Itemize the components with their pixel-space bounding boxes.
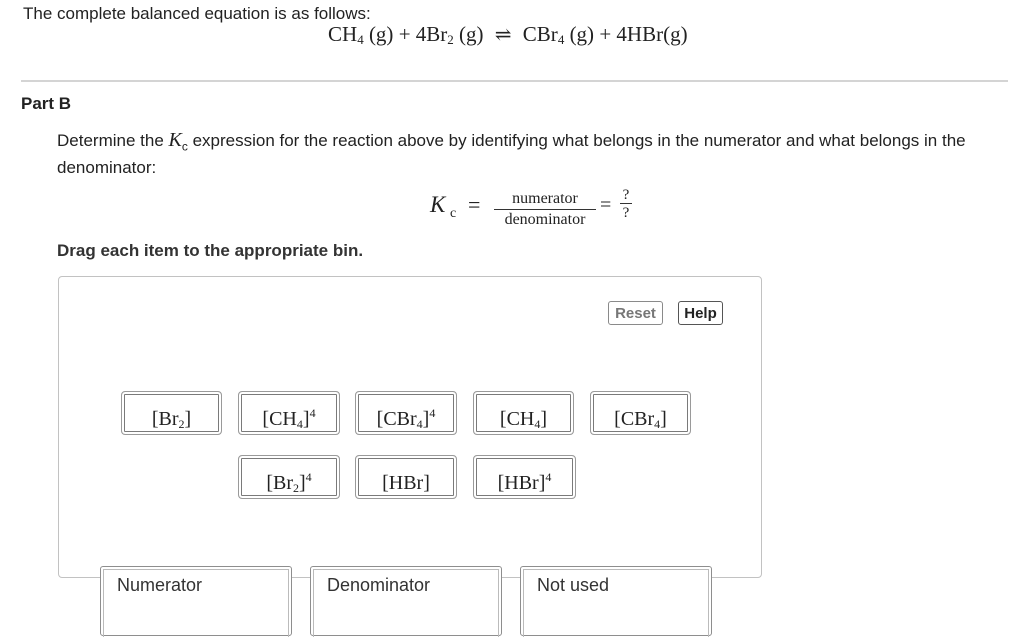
tile-hbr-power4[interactable]: [HBr]$^4$ (473, 455, 576, 499)
tile-cbr4-power4[interactable]: $[CBr_4]^4$ (355, 391, 457, 435)
kc-fraction (494, 190, 596, 229)
plus-sign: + (599, 22, 612, 46)
tile-ch4[interactable]: $[CH_4]$ (473, 391, 574, 435)
reactant-ch4: $CH_4$ (g) (328, 22, 394, 47)
balanced-equation (328, 22, 688, 48)
reactant-br2: $4Br_2$ (g) (415, 22, 484, 47)
plus-sign: + (398, 22, 411, 46)
not-used-bin[interactable] (520, 566, 712, 636)
tile-br2[interactable]: $[Br_2]$ (121, 391, 222, 435)
tile-ch4-power4[interactable]: $[CH_4]^4$ (238, 391, 340, 435)
section-divider (21, 80, 1008, 82)
equals-sign: = (468, 192, 481, 217)
kc-symbol: K (168, 129, 182, 151)
tile-br2-power4[interactable]: $[Br_2]^4$ (238, 455, 340, 499)
drag-instruction: Drag each item to the appropriate bin. (57, 241, 364, 260)
kc-sub: c (450, 206, 457, 221)
product-hbr: 4HBr(g) (616, 22, 688, 46)
kc-k: K (430, 192, 446, 217)
tile-cbr4[interactable]: [CBr$_4$] (590, 391, 691, 435)
fraction-numerator: numerator (494, 190, 596, 210)
bin-label: Denominator (327, 575, 431, 595)
bin-label: Numerator (117, 575, 203, 595)
equals-sign-2: = (600, 194, 612, 216)
equilibrium-arrow: ⇌ (494, 24, 512, 46)
denominator-bin[interactable] (310, 566, 502, 636)
help-button[interactable]: Help (678, 301, 723, 325)
unknown-denominator: ? (622, 205, 630, 221)
bin-label: Not used (537, 575, 610, 595)
unknown-fraction (620, 188, 632, 222)
fraction-denominator: denominator (504, 211, 586, 228)
intro-text: The complete balanced equation is as follows: (23, 4, 371, 23)
unknown-numerator: ? (620, 188, 632, 204)
numerator-bin[interactable] (100, 566, 292, 636)
question-text: Determine the $K_c$ expression for the reaction above by identifying what belongs in the numerator and what belongs in the denominator: (57, 129, 966, 178)
reset-button[interactable]: Reset (608, 301, 663, 325)
product-cbr4: CBr$_4$ (g) (522, 22, 595, 47)
tile-hbr[interactable]: [HBr] (355, 455, 457, 499)
part-title: Part B (21, 94, 72, 113)
